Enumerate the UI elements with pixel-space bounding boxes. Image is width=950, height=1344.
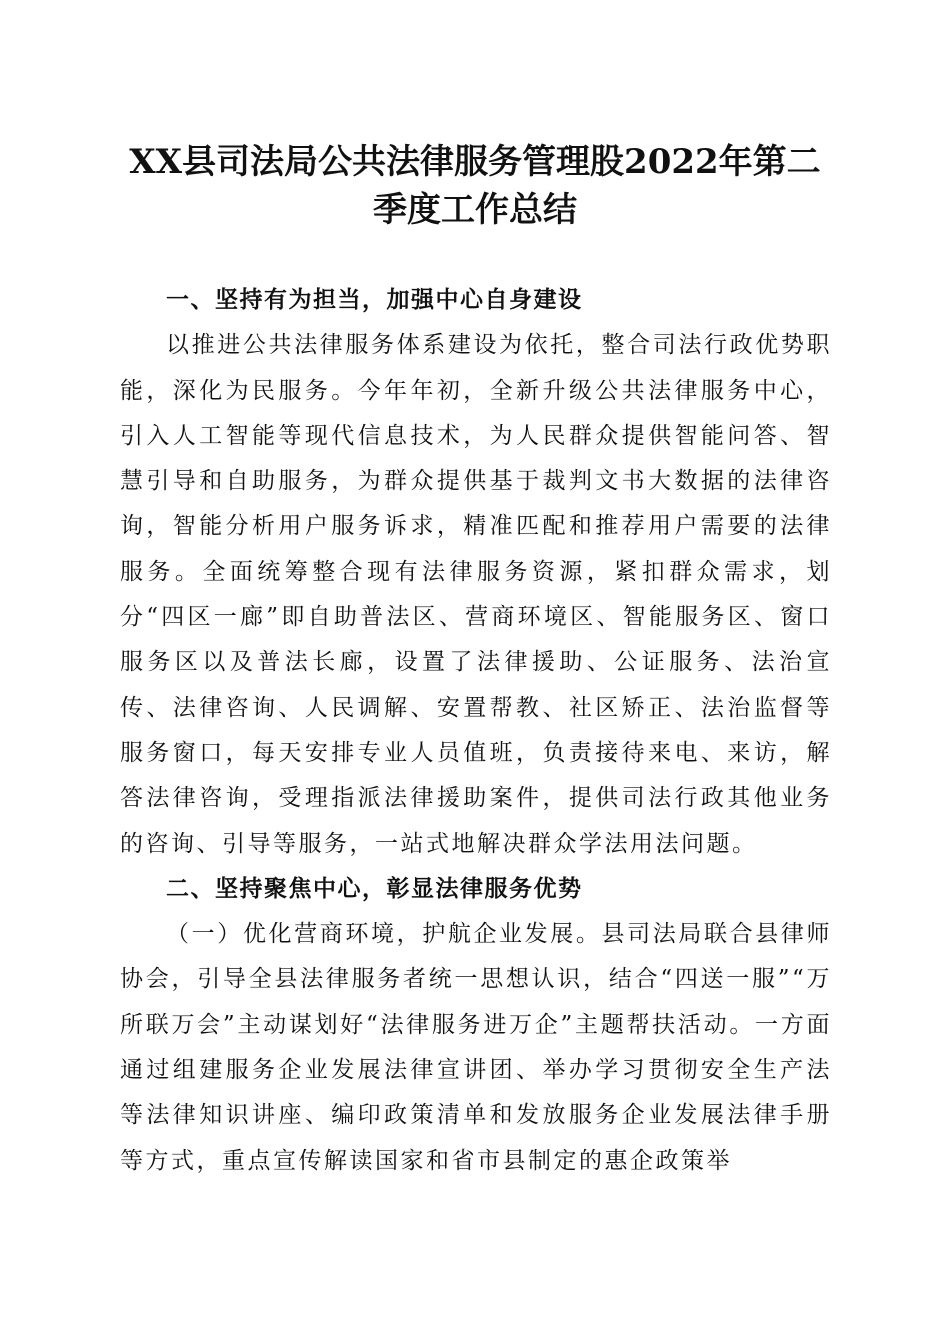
section-2-paragraph-1 (120, 912, 832, 1184)
subsection-1-lead: （一）优化营商环境，护航企业发展。 (166, 921, 602, 948)
subsection-1-text: 县司法局联合县律师协会，引导全县法律服务者统一思想认识，结合“四送一服”“万所联万会”主动谋划好“法律服务进万企”主题帮扶活动。一方面通过组建服务企业发展法律宣讲团、举办学习贯彻安全生产法等法律知识讲座、编印政策清单和发放服务企业发展法律手册等方式，重点宣传解读国家和省市县制定的惠企政策举 (120, 921, 833, 1174)
title-line-1: XX县司法局公共法律服务管理股2022年第二 (129, 142, 821, 182)
document-title (100, 138, 850, 234)
title-line-2: 季度工作总结 (373, 190, 577, 230)
section-1-heading: 一、坚持有为担当，加强中心自身建设 (166, 287, 583, 313)
document-body (120, 278, 832, 1184)
section-1-paragraph: 以推进公共法律服务体系建设为依托，整合司法行政优势职能，深化为民服务。今年年初，全新升级公共法律服务中心，引入人工智能等现代信息技术，为人民群众提供智能问答、智慧引导和自助服务，为群众提供基于裁判文书大数据的法律咨询，智能分析用户服务诉求，精准匹配和推荐用户需要的法律服务。全面统筹整合现有法律服务资源，紧扣群众需求，划分“四区一廊”即自助普法区、营商环境区、智能服务区、窗口服务区以及普法长廊，设置了法律援助、公证服务、法治宣传、法律咨询、人民调解、安置帮教、社区矫正、法治监督等服务窗口，每天安排专业人员值班，负责接待来电、来访，解答法律咨询，受理指派法律援助案件，提供司法行政其他业务的咨询、引导等服务，一站式地解决群众学法用法问题。 (120, 332, 832, 857)
section-2-heading: 二、坚持聚焦中心，彰显法律服务优势 (166, 875, 583, 902)
